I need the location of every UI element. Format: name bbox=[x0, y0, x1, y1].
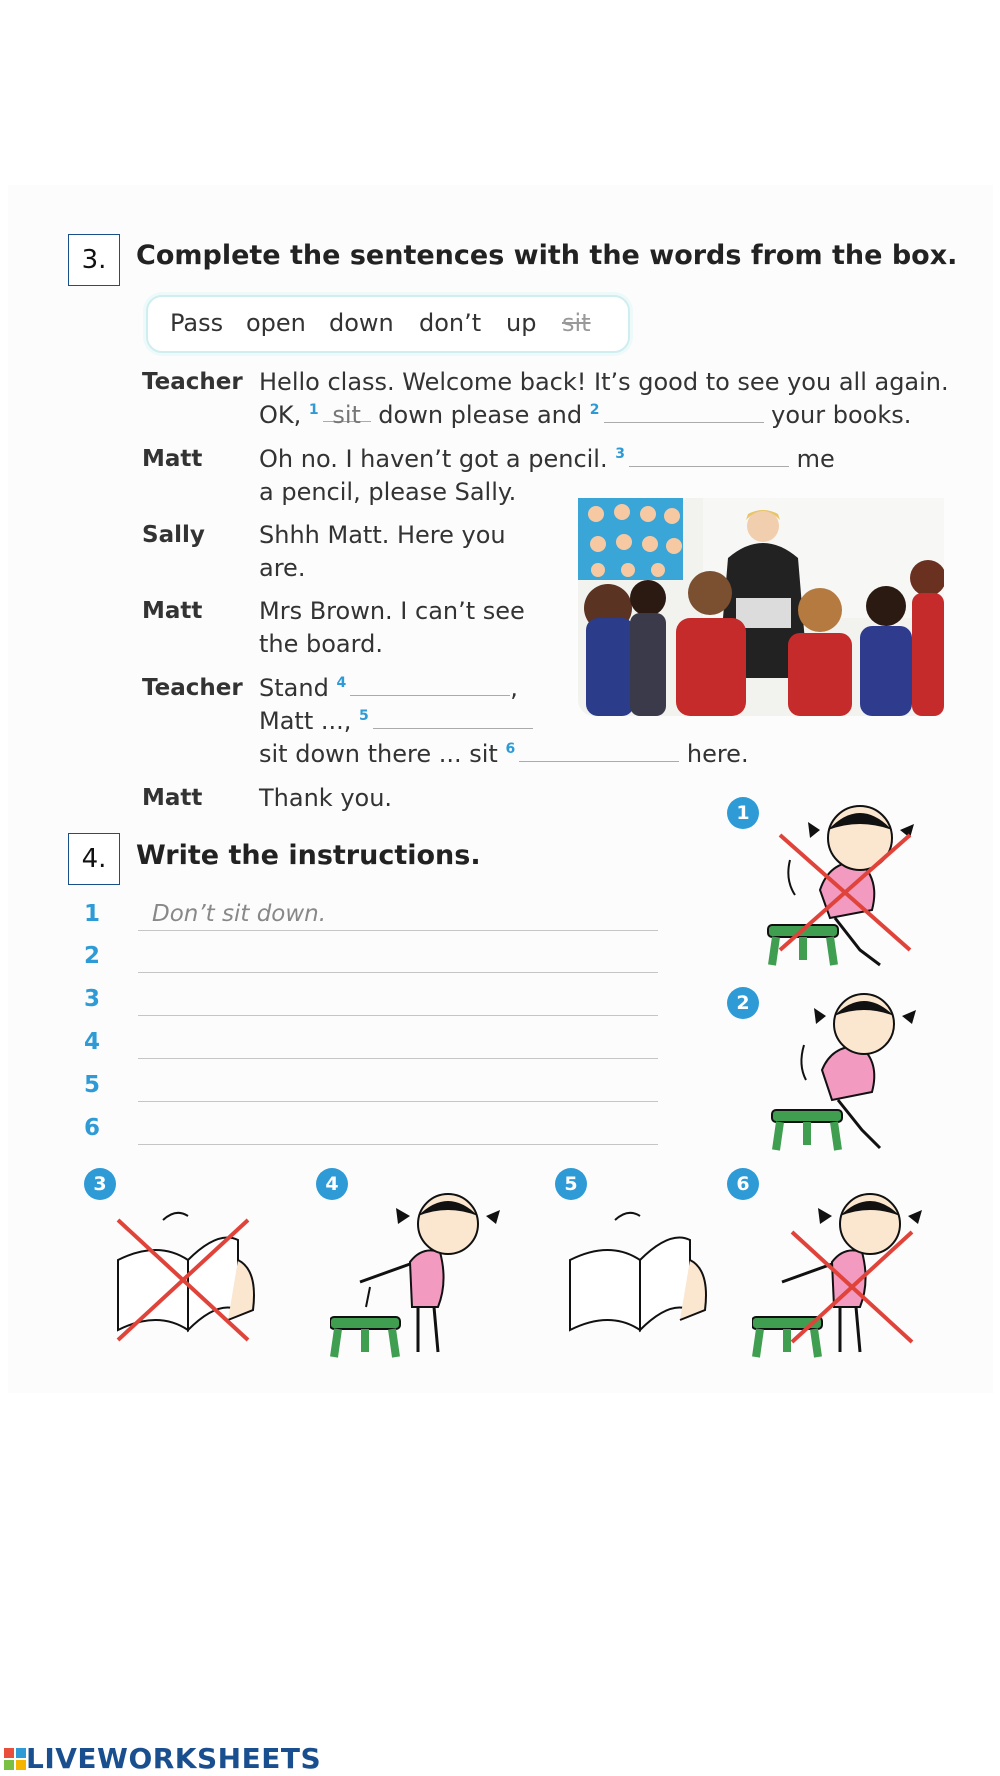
dialogue-text: me bbox=[796, 445, 835, 473]
gap-number: 5 bbox=[359, 708, 369, 724]
word-down: down bbox=[329, 309, 394, 337]
book-open-crossed-illustration bbox=[108, 1200, 268, 1350]
dialogue-line: Hello class. Welcome back! It’s good to see you all again. bbox=[259, 368, 949, 396]
answer-line-6[interactable] bbox=[138, 1112, 658, 1145]
row-number: 5 bbox=[84, 1072, 101, 1098]
girl-sitting-crossed-illustration bbox=[760, 800, 940, 970]
exercise-4-number: 4. bbox=[68, 833, 120, 885]
dialogue-text: down please and bbox=[378, 401, 583, 429]
word-up: up bbox=[506, 309, 537, 337]
row-number: 4 bbox=[84, 1029, 101, 1055]
gap-4[interactable] bbox=[350, 675, 510, 696]
gap-number: 4 bbox=[336, 675, 347, 691]
dialogue-line: Thank you. bbox=[259, 784, 393, 812]
dialogue-text: Oh no. I haven’t got a pencil. bbox=[259, 445, 608, 473]
row-number: 1 bbox=[84, 901, 101, 927]
gap-3[interactable] bbox=[629, 446, 789, 467]
word-pass: Pass bbox=[170, 309, 224, 337]
row-number: 6 bbox=[84, 1115, 101, 1141]
word-box bbox=[146, 295, 630, 353]
dialogue-text: Stand bbox=[259, 674, 329, 702]
logo-grid-icon bbox=[4, 1748, 26, 1770]
speaker-matt: Matt bbox=[142, 446, 203, 472]
exercise-4-title: Write the instructions. bbox=[136, 840, 481, 871]
gap-5[interactable] bbox=[373, 708, 533, 729]
picture-number-6: 6 bbox=[727, 1168, 759, 1200]
speaker-teacher: Teacher bbox=[142, 369, 243, 395]
dialogue-text: here. bbox=[686, 740, 749, 768]
dialogue-line: are. bbox=[259, 554, 306, 582]
word-sit-crossed: sit bbox=[562, 309, 591, 337]
exercise-3-title: Complete the sentences with the words from the box. bbox=[136, 240, 958, 271]
dialogue-line bbox=[259, 707, 533, 735]
dialogue-text: your books. bbox=[771, 401, 912, 429]
word-open: open bbox=[246, 309, 306, 337]
girl-standing-crossed-illustration bbox=[752, 1192, 932, 1362]
picture-number-5: 5 bbox=[555, 1168, 587, 1200]
dialogue-text: sit down there ... sit bbox=[259, 740, 498, 768]
answer-line-2[interactable] bbox=[138, 940, 658, 973]
dialogue-line: the board. bbox=[259, 630, 383, 658]
dialogue-line: a pencil, please Sally. bbox=[259, 478, 517, 506]
dialogue-text: Matt ..., bbox=[259, 707, 352, 735]
liveworksheets-logo[interactable] bbox=[4, 1742, 321, 1775]
gap-1[interactable] bbox=[323, 401, 371, 429]
dialogue-line: Shhh Matt. Here you bbox=[259, 521, 506, 549]
gap-1-answer: sit bbox=[332, 401, 361, 429]
picture-number-3: 3 bbox=[84, 1168, 116, 1200]
brand-text: LIVEWORKSHEETS bbox=[26, 1742, 322, 1775]
answer-line-4[interactable] bbox=[138, 1026, 658, 1059]
dialogue-line bbox=[259, 445, 835, 473]
dialogue-line: Mrs Brown. I can’t see bbox=[259, 597, 525, 625]
dialogue-line bbox=[259, 401, 911, 429]
row-number: 2 bbox=[84, 943, 101, 969]
speaker-sally: Sally bbox=[142, 522, 205, 548]
answer-line-3[interactable] bbox=[138, 983, 658, 1016]
girl-sitting-illustration bbox=[760, 990, 940, 1160]
word-dont: don’t bbox=[419, 309, 482, 337]
gap-6[interactable] bbox=[519, 741, 679, 762]
speaker-matt: Matt bbox=[142, 785, 203, 811]
gap-number: 2 bbox=[589, 402, 600, 418]
classroom-photo bbox=[578, 498, 944, 716]
gap-number: 3 bbox=[615, 446, 625, 462]
girl-standing-illustration bbox=[330, 1192, 510, 1362]
gap-2[interactable] bbox=[604, 402, 764, 423]
dialogue-line bbox=[259, 740, 749, 768]
exercise-3-number: 3. bbox=[68, 234, 120, 286]
row-number: 3 bbox=[84, 986, 101, 1012]
book-open-illustration bbox=[560, 1200, 720, 1350]
picture-number-4: 4 bbox=[316, 1168, 348, 1200]
picture-number-2: 2 bbox=[727, 987, 759, 1019]
dialogue-text: , bbox=[510, 674, 518, 702]
gap-number: 1 bbox=[308, 402, 319, 418]
dialogue-line bbox=[259, 674, 518, 702]
speaker-teacher: Teacher bbox=[142, 675, 243, 701]
answer-text: Don’t sit down. bbox=[152, 901, 327, 927]
answer-line-5[interactable] bbox=[138, 1069, 658, 1102]
answer-line-1[interactable] bbox=[138, 898, 658, 931]
speaker-matt: Matt bbox=[142, 598, 203, 624]
dialogue-text: OK, bbox=[259, 401, 302, 429]
gap-number: 6 bbox=[505, 741, 516, 757]
picture-number-1: 1 bbox=[727, 797, 759, 829]
